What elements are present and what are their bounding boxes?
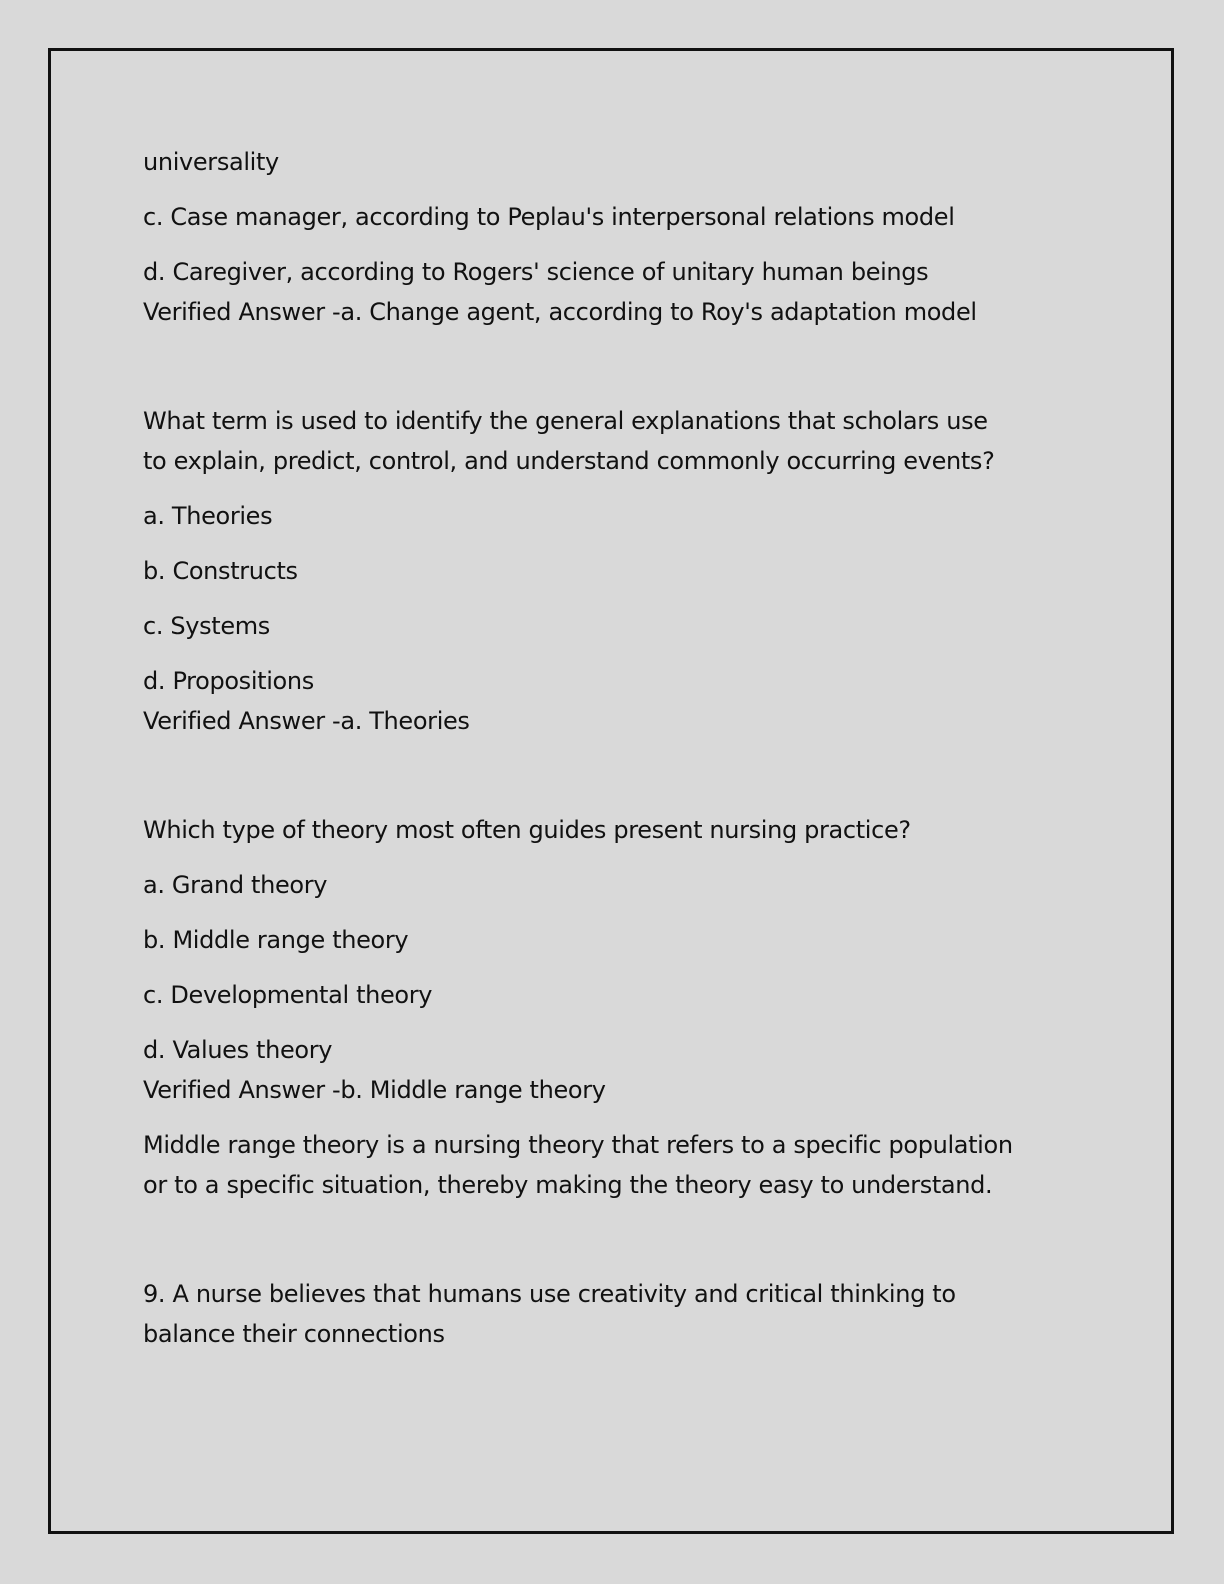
option-d: d. Values theory: [143, 1036, 333, 1064]
text-line: universality: [143, 148, 279, 176]
option-d: d. Propositions: [143, 667, 314, 695]
rationale-text: or to a specific situation, thereby making the theory easy to understand.: [143, 1171, 993, 1199]
option-c: c. Systems: [143, 612, 270, 640]
question-text: Which type of theory most often guides present nursing practice?: [143, 816, 911, 844]
question-text: balance their connections: [143, 1320, 445, 1348]
verified-answer: Verified Answer -a. Change agent, according to Roy's adaptation model: [143, 298, 977, 326]
question-text: 9. A nurse believes that humans use creativity and critical thinking to: [143, 1280, 956, 1308]
verified-answer: Verified Answer -a. Theories: [143, 707, 470, 735]
option-c: c. Case manager, according to Peplau's interpersonal relations model: [143, 203, 955, 231]
document-body: [143, 142, 1083, 1354]
option-b: b. Middle range theory: [143, 926, 409, 954]
option-b: b. Constructs: [143, 557, 298, 585]
question-text: to explain, predict, control, and understand commonly occurring events?: [143, 447, 995, 475]
verified-answer: Verified Answer -b. Middle range theory: [143, 1076, 606, 1104]
option-a: a. Theories: [143, 502, 273, 530]
rationale-text: Middle range theory is a nursing theory that refers to a specific population: [143, 1131, 1013, 1159]
option-a: a. Grand theory: [143, 871, 328, 899]
option-c: c. Developmental theory: [143, 981, 433, 1009]
option-d: d. Caregiver, according to Rogers' science of unitary human beings: [143, 258, 929, 286]
question-text: What term is used to identify the general explanations that scholars use: [143, 407, 988, 435]
